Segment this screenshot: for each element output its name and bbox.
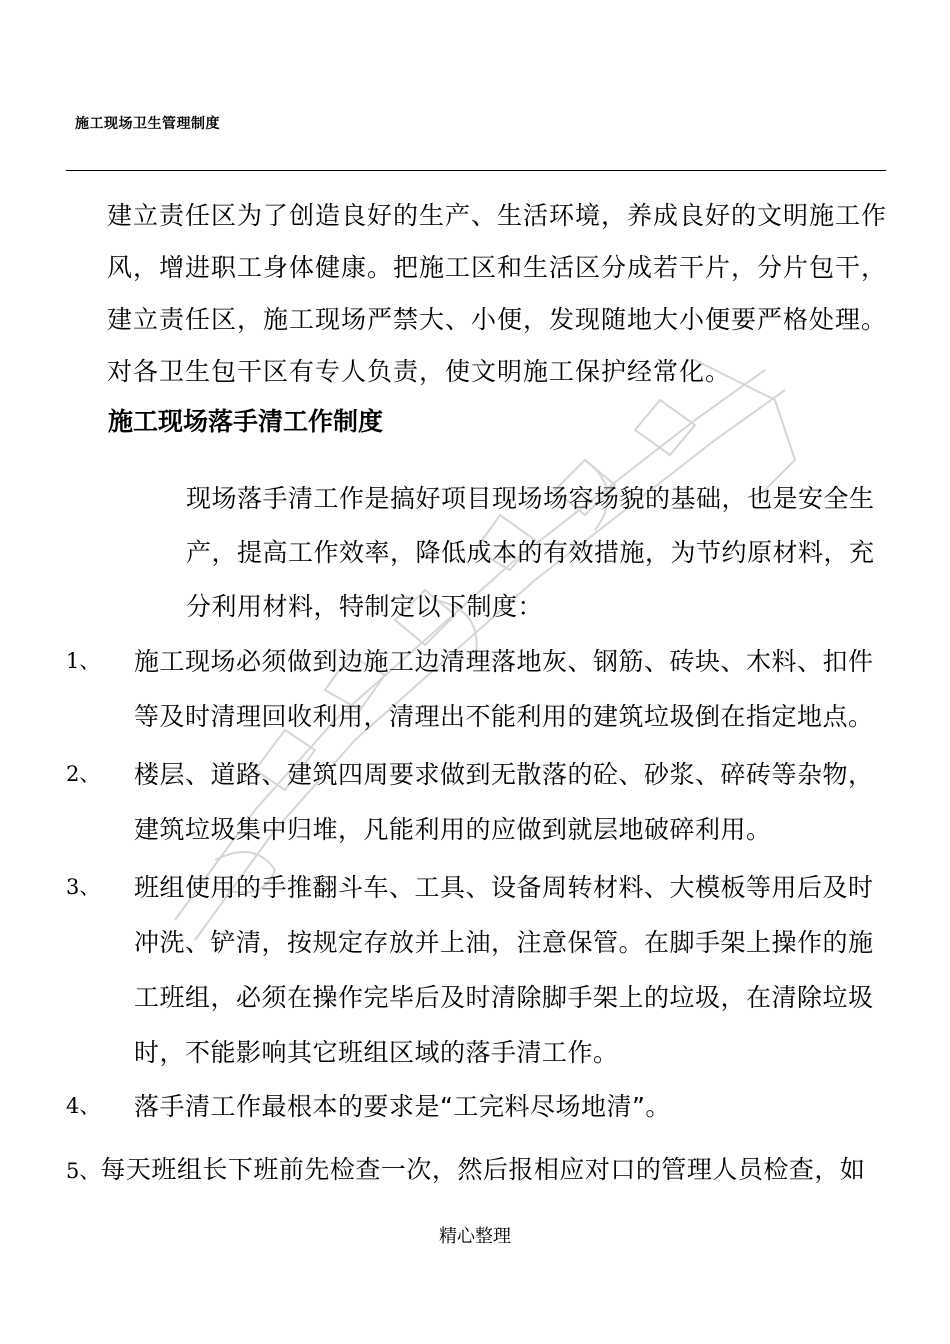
list-item — [66, 1079, 886, 1134]
list-item — [66, 634, 886, 744]
list-item — [66, 1142, 906, 1199]
list-item-text: 落手清工作最根本的要求是“工完料尽场地清”。 — [134, 1092, 671, 1121]
responsibility-zone-text: 建立责任区为了创造良好的生产、生活环境，养成良好的文明施工作风，增进职工身体健康。把施工区和生活区分成若干片，分片包干，建立责任区，施工现场严禁大、小便，发现随地大小便要严格处理。对各卫生包干区有专人负责，使文明施工保护经常化。 — [107, 201, 888, 386]
section2-heading: 施工现场落手清工作制度 — [108, 407, 384, 436]
list-item-text: 每天班组长下班前先检查一次，然后报相应对口的管理人员检查，如 — [100, 1155, 866, 1184]
header-divider — [66, 170, 886, 171]
list-item — [66, 860, 886, 1080]
page-header-title: 施工现场卫生管理制度 — [75, 116, 220, 132]
section2-intro — [134, 472, 884, 634]
intro-text: 现场落手清工作是搞好项目现场场容场貌的基础，也是安全生产，提高工作效率，降低成本的有效措施，为节约原材料，充分利用材料，特制定以下制度： — [186, 484, 875, 621]
list-item-text: 楼层、道路、建筑四周要求做到无散落的砼、砂浆、碎砖等杂物，建筑垃圾集中归堆，凡能利用的应做到就层地破碎利用。 — [134, 760, 874, 844]
list-item-number: 1、 — [66, 649, 101, 673]
list-item — [66, 747, 886, 857]
list-item-number: 5、 — [66, 1159, 101, 1183]
list-item-number: 2、 — [66, 762, 101, 786]
list-item-text: 班组使用的手推翻斗车、工具、设备周转材料、大模板等用后及时冲洗、铲清，按规定存放并上油，注意保管。在脚手架上操作的施工班组，必须在操作完毕后及时清除脚手架上的垃圾，在清除垃圾时，不能影响其它班组区域的落手清工作。 — [134, 873, 874, 1067]
list-item-number: 3、 — [66, 875, 101, 899]
list-item-number: 4、 — [66, 1094, 101, 1118]
list-item-text: 施工现场必须做到边施工边清理落地灰、钢筋、砖块、木料、扣件等及时清理回收利用，清理出不能利用的建筑垃圾倒在指定地点。 — [134, 647, 874, 731]
section1-paragraph — [55, 190, 895, 398]
page-footer: 精心整理 — [439, 1226, 511, 1247]
